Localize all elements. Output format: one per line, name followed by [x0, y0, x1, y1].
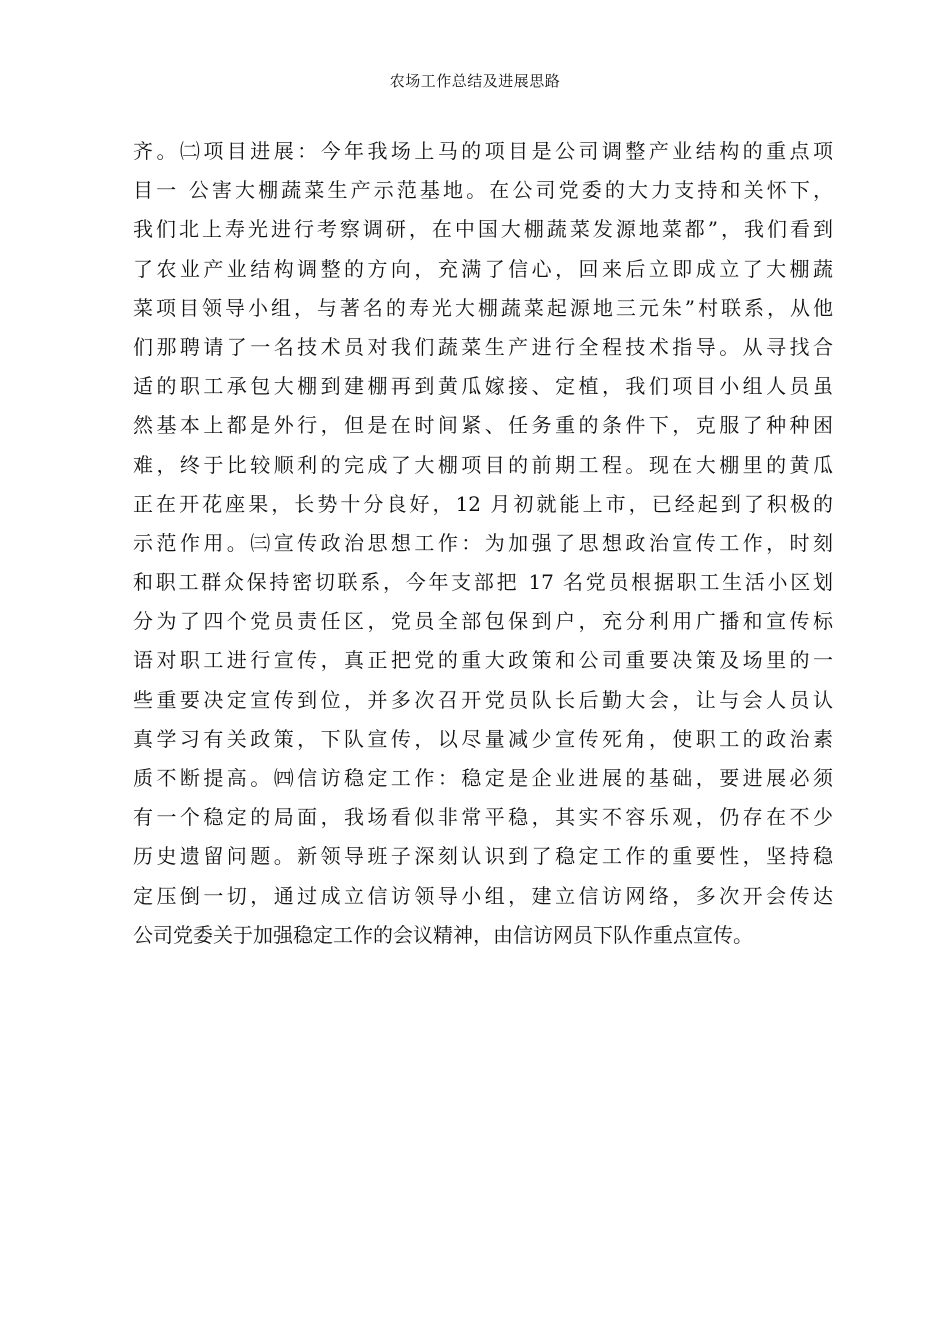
text-line: 公司党委关于加强稳定工作的会议精神，由信访网员下队作重点宣传。	[133, 922, 753, 947]
text-line: 分为了四个党员责任区，党员全部包保到户，充分利用广播和宣传标	[133, 609, 833, 634]
text-line: 正在开花座果，长势十分良好，12 月初就能上市，已经起到了积极的	[133, 491, 833, 516]
text-line: 和职工群众保持密切联系，今年支部把 17 名党员根据职工生活小区划	[133, 570, 833, 595]
text-line: 我们北上寿光进行考察调研，在中国大棚蔬菜发源地菜都”，我们看到	[133, 217, 833, 242]
text-line: 们那聘请了一名技术员对我们蔬菜生产进行全程技术指导。从寻找合	[133, 334, 833, 359]
text-line: 菜项目领导小组，与著名的寿光大棚蔬菜起源地三元朱”村联系，从他	[133, 295, 833, 320]
body-paragraph	[133, 132, 833, 955]
text-line: 定压倒一切，通过成立信访领导小组，建立信访网络，多次开会传达	[133, 883, 833, 908]
text-line: 了农业产业结构调整的方向，充满了信心，回来后立即成立了大棚蔬	[133, 256, 833, 281]
text-line: 质不断提高。㈣信访稳定工作：稳定是企业进展的基础，要进展必须	[133, 766, 833, 790]
page-header-title: 农场工作总结及进展思路	[389, 72, 561, 90]
text-line: 历史遗留问题。新领导班子深刻认识到了稳定工作的重要性，坚持稳	[133, 844, 833, 869]
text-line: 目一 公害大棚蔬菜生产示范基地。在公司党委的大力支持和关怀下，	[133, 178, 833, 203]
text-line: 示范作用。㈢宣传政治思想工作：为加强了思想政治宣传工作，时刻	[133, 530, 833, 555]
text-line: 然基本上都是外行，但是在时间紧、任务重的条件下，克服了种种困	[133, 413, 833, 438]
text-line: 难，终于比较顺利的完成了大棚项目的前期工程。现在大棚里的黄瓜	[133, 452, 833, 477]
text-line: 有一个稳定的局面，我场看似非常平稳，其实不容乐观，仍存在不少	[133, 805, 833, 830]
text-line: 适的职工承包大棚到建棚再到黄瓜嫁接、定植，我们项目小组人员虽	[133, 374, 833, 399]
text-line: 真学习有关政策，下队宣传，以尽量减少宣传死角，使职工的政治素	[133, 726, 833, 751]
text-line: 齐。㈡项目进展：今年我场上马的项目是公司调整产业结构的重点项	[133, 139, 833, 163]
text-line: 些重要决定宣传到位，并多次召开党员队长后勤大会，让与会人员认	[133, 687, 833, 712]
text-line: 语对职工进行宣传，真正把党的重大政策和公司重要决策及场里的一	[133, 648, 833, 673]
